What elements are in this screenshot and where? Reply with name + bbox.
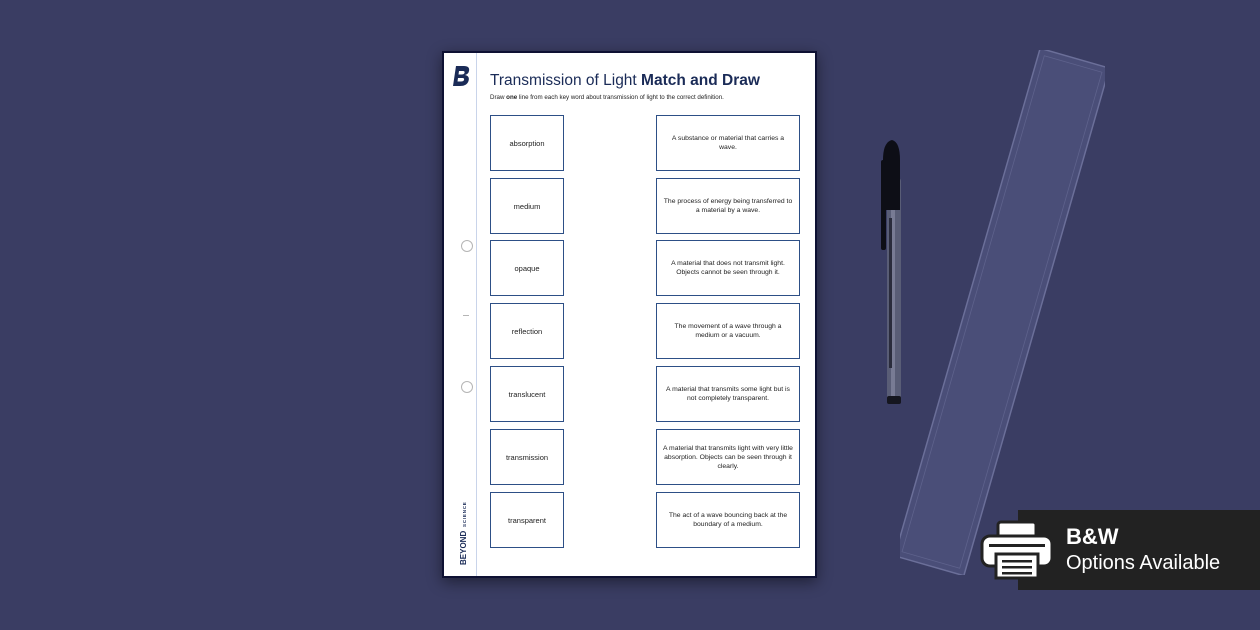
punch-hole bbox=[461, 240, 473, 252]
margin-line bbox=[476, 53, 477, 576]
word-box-medium[interactable]: medium bbox=[490, 178, 564, 234]
definition-box[interactable]: The movement of a wave through a medium or a vacuum. bbox=[656, 303, 800, 359]
word-box-opaque[interactable]: opaque bbox=[490, 240, 564, 296]
definition-box[interactable]: A material that transmits some light but is not completely transparent. bbox=[656, 366, 800, 422]
word-box-translucent[interactable]: translucent bbox=[490, 366, 564, 422]
beyond-logo-icon bbox=[453, 65, 471, 87]
punch-hole bbox=[461, 381, 473, 393]
worksheet-page bbox=[442, 51, 817, 578]
definition-box[interactable]: The act of a wave bouncing back at the boundary of a medium. bbox=[656, 492, 800, 548]
brand-sub-text: SCIENCE bbox=[462, 501, 467, 527]
word-box-transmission[interactable]: transmission bbox=[490, 429, 564, 485]
page-title: Transmission of Light Match and Draw bbox=[490, 72, 760, 89]
word-box-absorption[interactable]: absorption bbox=[490, 115, 564, 171]
word-box-transparent[interactable]: transparent bbox=[490, 492, 564, 548]
definition-box[interactable]: The process of energy being transferred to a material by a wave. bbox=[656, 178, 800, 234]
definition-box[interactable]: A substance or material that carries a wave. bbox=[656, 115, 800, 171]
badge-title: B&W bbox=[1066, 524, 1119, 549]
ruler-icon bbox=[900, 50, 1105, 575]
printer-icon bbox=[980, 520, 1054, 580]
brand-main-text: BEYOND bbox=[459, 530, 468, 565]
word-box-reflection[interactable]: reflection bbox=[490, 303, 564, 359]
definition-box[interactable]: A material that transmits light with very little absorption. Objects can be seen through it clearly. bbox=[656, 429, 800, 485]
bw-options-badge bbox=[1018, 510, 1260, 590]
fold-mark bbox=[463, 315, 469, 316]
badge-subtitle: Options Available bbox=[1066, 552, 1221, 574]
definition-box[interactable]: A material that does not transmit light. Objects cannot be seen through it. bbox=[656, 240, 800, 296]
brand-logo bbox=[448, 483, 474, 573]
instructions: Draw one line from each key word about transmission of light to the correct definition. bbox=[490, 94, 724, 101]
